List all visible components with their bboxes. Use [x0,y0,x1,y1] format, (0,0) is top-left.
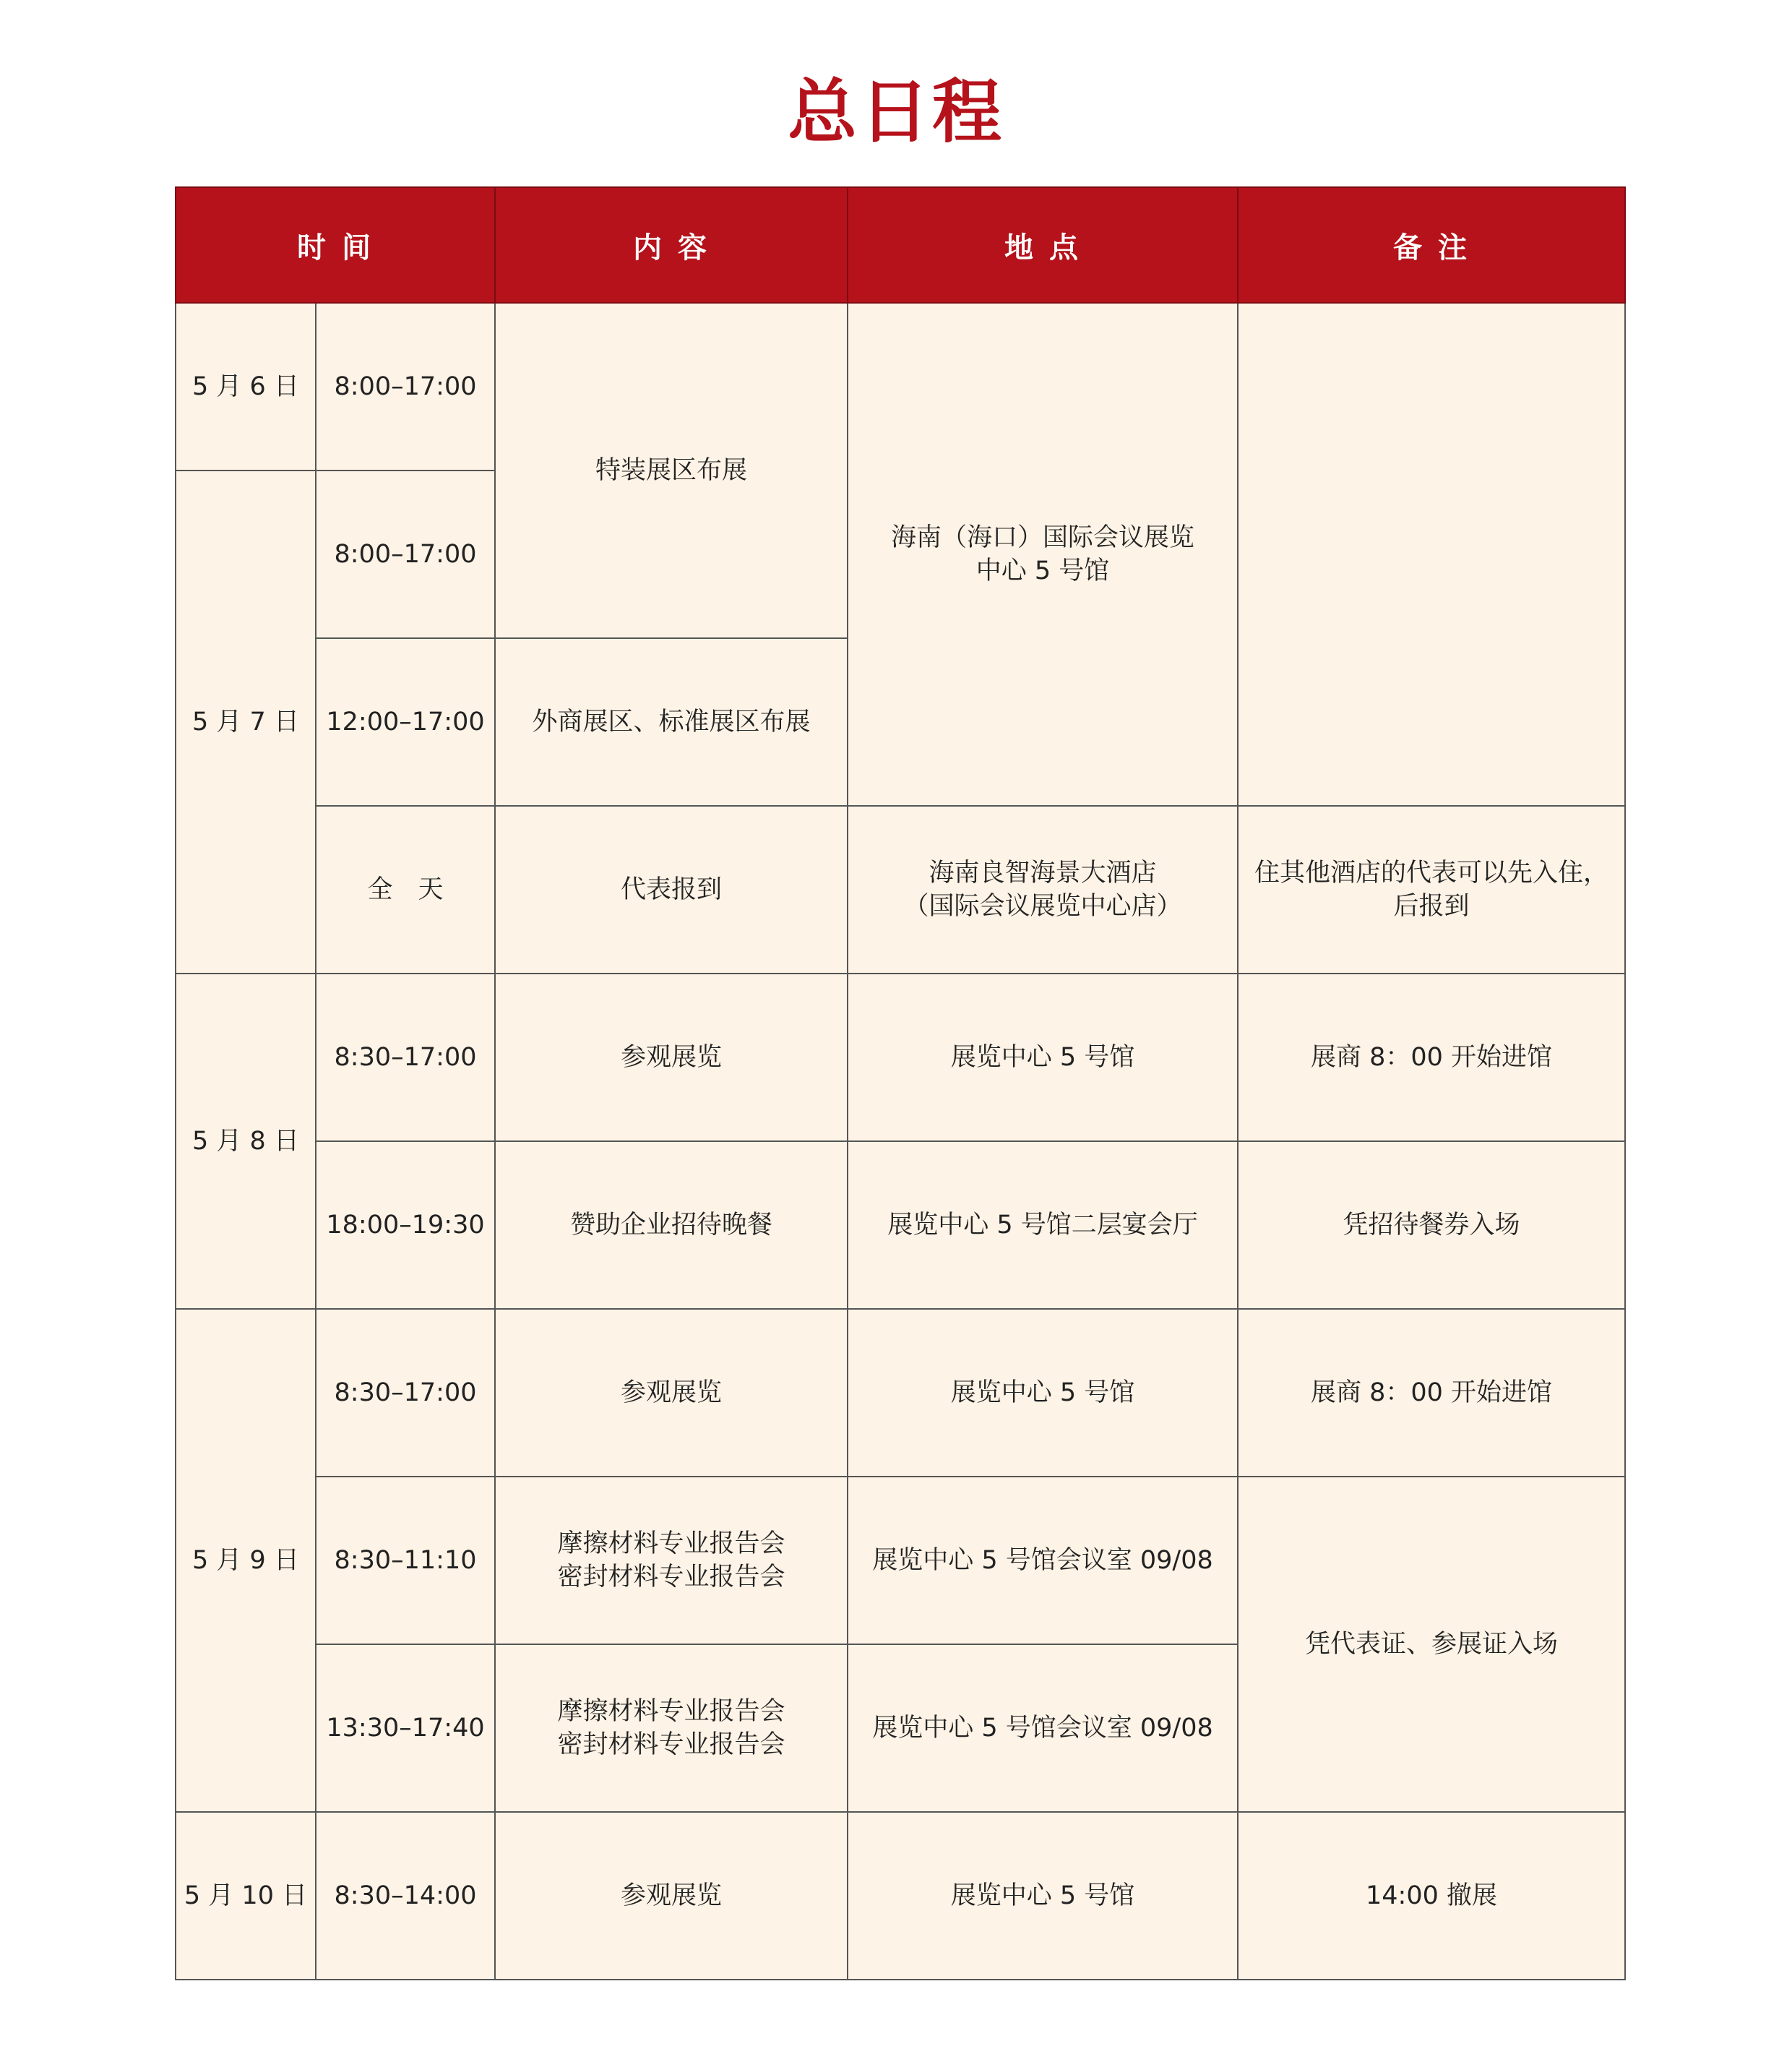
date-cell [176,303,316,471]
location-cell [848,1477,1238,1644]
time-text: 8:30–14:00 [334,1881,477,1910]
location-cell [848,1141,1238,1309]
content-cell [495,974,848,1141]
time-cell [316,806,495,974]
content-text: 外商展区、标准展区布展 [532,708,811,736]
time-cell [316,1141,495,1309]
content-text: 参观展览 [620,1378,722,1407]
table-row [176,1812,1625,1980]
time-cell [316,471,495,638]
schedule-table [175,186,1626,1980]
content-cell [495,1644,848,1812]
content-text: 参观展览 [620,1043,722,1072]
remark-cell [1238,1141,1625,1309]
time-cell [316,974,495,1141]
remark-cell [1238,806,1625,974]
location-cell [848,974,1238,1141]
date-cell [176,1812,316,1980]
location-text: 展览中心 5 号馆 [950,1881,1135,1910]
time-text: 全 天 [367,875,444,904]
remark-cell [1238,974,1625,1141]
table-row [176,1309,1625,1477]
table-row [176,974,1625,1141]
time-text: 8:00–17:00 [334,540,477,569]
time-text: 13:30–17:40 [326,1714,485,1743]
location-cell [848,1309,1238,1477]
content-cell [495,1812,848,1980]
content-cell [495,303,848,638]
remark-text: 凭招待餐券入场 [1343,1211,1520,1240]
location-text: 展览中心 5 号馆会议室 09/08 [872,1714,1213,1743]
date-cell [176,974,316,1309]
remark-text: 展商 8：00 开始进馆 [1310,1043,1553,1072]
header-location: 地 点 [848,187,1238,303]
location-text: 海南（海口）国际会议展览 中心 5 号馆 [890,523,1194,585]
content-cell [495,1141,848,1309]
location-cell [848,806,1238,974]
table-header-row [176,187,1625,303]
date-text: 5 月 6 日 [192,372,299,401]
time-cell [316,1644,495,1812]
date-text: 5 月 10 日 [184,1881,308,1910]
header-remark: 备 注 [1238,187,1625,303]
location-cell [848,1644,1238,1812]
date-text: 5 月 7 日 [192,708,299,736]
content-cell [495,1477,848,1644]
content-text: 赞助企业招待晚餐 [569,1211,772,1240]
remark-cell-empty [1238,303,1625,806]
content-text: 摩擦材料专业报告会 密封材料专业报告会 [557,1697,785,1759]
time-text: 18:00–19:30 [326,1211,485,1240]
date-text: 5 月 9 日 [192,1546,299,1575]
time-text: 8:30–17:00 [334,1378,477,1407]
time-cell [316,638,495,806]
content-text: 特装展区布展 [595,456,747,485]
table-row [176,303,1625,471]
location-cell [848,1812,1238,1980]
location-text: 展览中心 5 号馆 [950,1043,1135,1072]
location-cell [848,303,1238,806]
remark-text: 展商 8：00 开始进馆 [1310,1378,1553,1407]
time-cell [316,1309,495,1477]
remark-text: 住其他酒店的代表可以先入住， 后报到 [1254,859,1608,921]
time-cell [316,1812,495,1980]
time-cell [316,1477,495,1644]
date-cell [176,1309,316,1812]
location-text: 展览中心 5 号馆会议室 09/08 [872,1546,1213,1575]
location-text: 展览中心 5 号馆二层宴会厅 [887,1211,1198,1240]
time-text: 8:30–17:00 [334,1043,477,1072]
content-cell [495,638,848,806]
location-text: 海南良智海景大酒店 （国际会议展览中心店） [903,859,1182,921]
table-row [176,1141,1625,1309]
content-cell [495,806,848,974]
content-text: 代表报到 [620,875,722,904]
location-text: 展览中心 5 号馆 [950,1378,1135,1407]
header-content: 内 容 [495,187,848,303]
content-text: 摩擦材料专业报告会 密封材料专业报告会 [557,1529,785,1591]
remark-text: 14:00 撤展 [1366,1881,1497,1910]
time-text: 8:30–11:10 [334,1546,477,1575]
remark-cell [1238,1477,1625,1812]
remark-cell [1238,1812,1625,1980]
table-row [176,806,1625,974]
table-row [176,1477,1625,1644]
remark-text: 凭代表证、参展证入场 [1304,1630,1558,1659]
date-text: 5 月 8 日 [192,1127,299,1156]
content-text: 参观展览 [620,1881,722,1910]
page-title: 总日程 [788,72,1004,153]
remark-cell [1238,1309,1625,1477]
date-cell [176,471,316,974]
header-time: 时 间 [176,187,495,303]
time-text: 12:00–17:00 [326,708,485,736]
time-text: 8:00–17:00 [334,372,477,401]
time-cell [316,303,495,471]
content-cell [495,1309,848,1477]
